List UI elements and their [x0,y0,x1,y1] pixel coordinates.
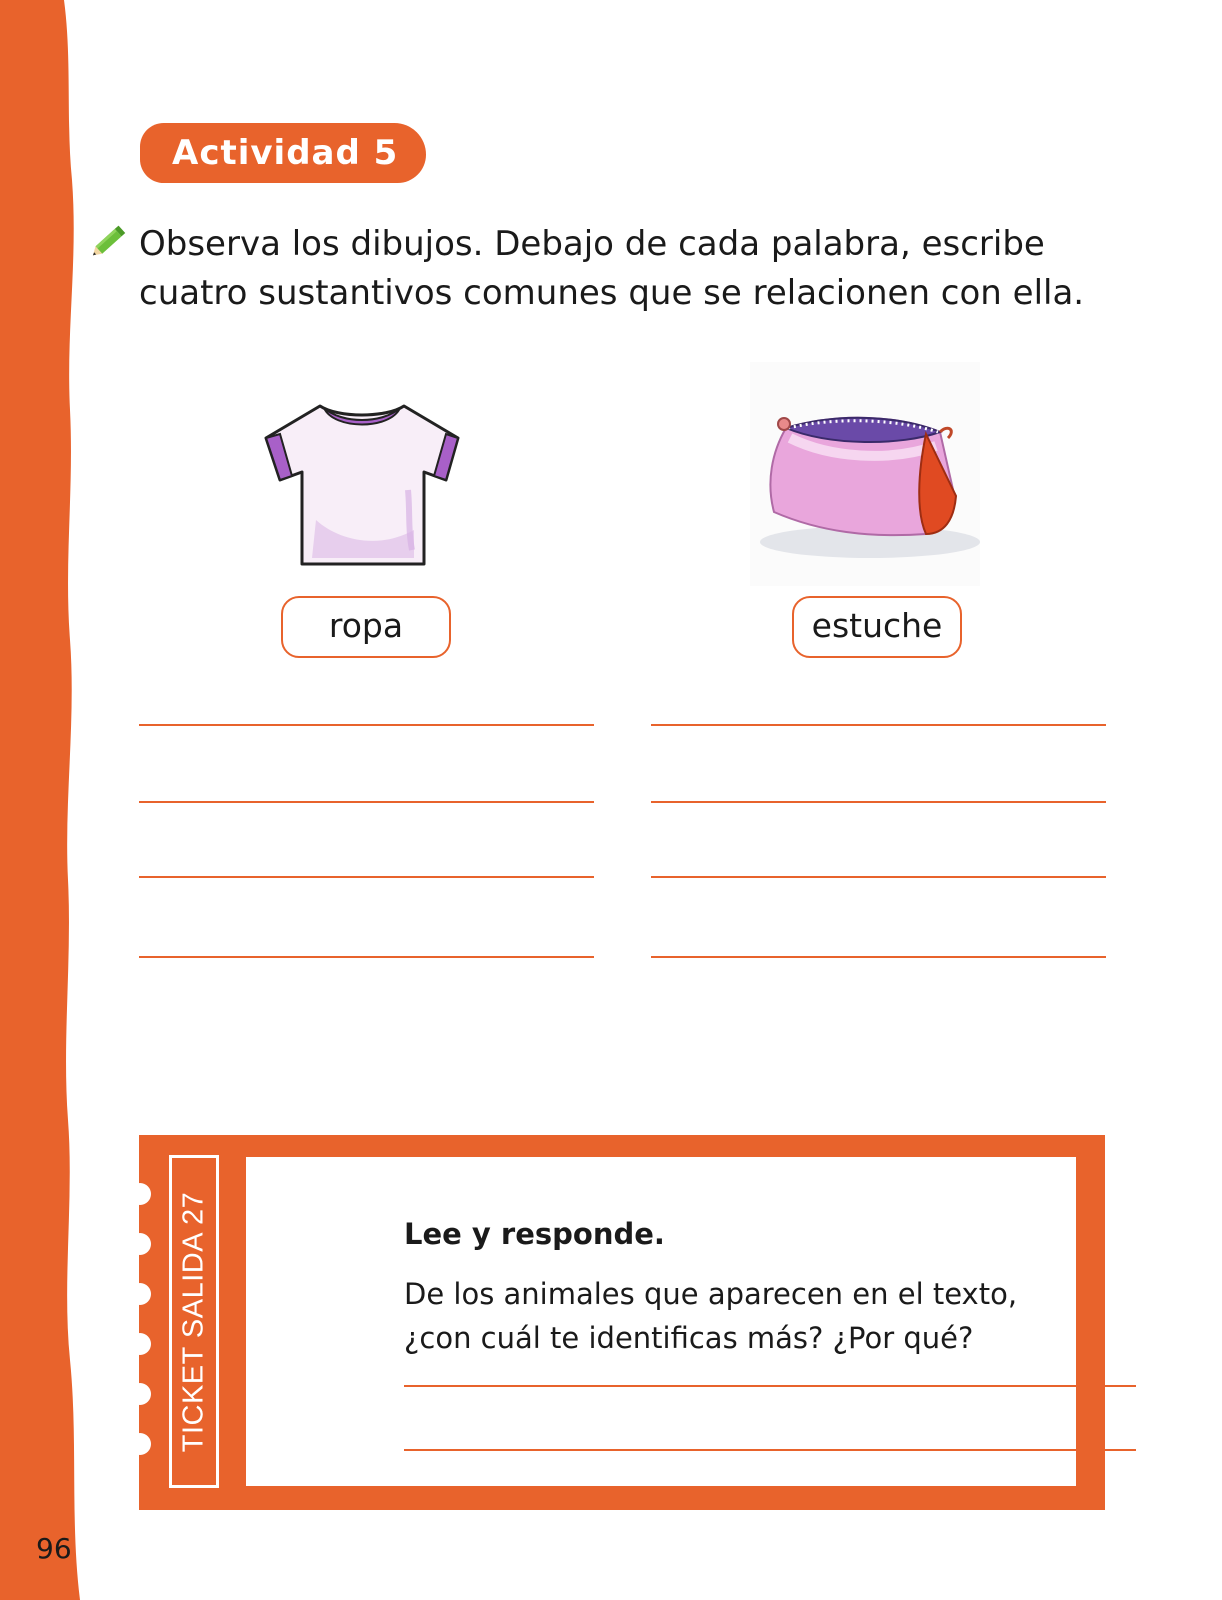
activity-badge: Actividad 5 [140,123,426,183]
ticket-side-label: LECTURA OA 3 [1061,1264,1079,1396]
pencil-icon [89,219,131,261]
exit-ticket [139,1135,1105,1510]
ticket-answer-line-1[interactable] [404,1385,1136,1387]
t-shirt-icon [258,400,468,570]
answer-line-ropa-4[interactable] [139,956,594,958]
answer-line-ropa-2[interactable] [139,801,594,803]
ticket-question: De los animales que aparecen en el texto, ¿con cuál te identificas más? ¿Por qué? [404,1277,1018,1355]
ticket-body [246,1157,1076,1486]
activity-instruction: Observa los dibujos. Debajo de cada palabra, escribe cuatro sustantivos comunes que se relacionen con ella. [139,224,1085,313]
answer-line-estuche-1[interactable] [651,724,1106,726]
answer-line-estuche-3[interactable] [651,876,1106,878]
ticket-perforation [129,1283,151,1305]
ticket-stub-label: TICKET SALIDA 27 [177,1191,210,1452]
ticket-stub [169,1155,219,1488]
answer-line-estuche-2[interactable] [651,801,1106,803]
answer-line-ropa-1[interactable] [139,724,594,726]
ticket-perforation [129,1333,151,1355]
pencil-case-icon [750,362,980,586]
ticket-perforation [129,1233,151,1255]
ticket-heading: Lee y responde. [404,1217,665,1251]
ticket-answer-line-2[interactable] [404,1449,1136,1451]
word-label-ropa: ropa [281,596,451,658]
page-number: 96 [36,1532,72,1565]
ticket-perforation [129,1433,151,1455]
word-label-estuche: estuche [792,596,962,658]
ticket-perforation [129,1183,151,1205]
answer-line-estuche-4[interactable] [651,956,1106,958]
ticket-perforation [129,1383,151,1405]
answer-line-ropa-3[interactable] [139,876,594,878]
